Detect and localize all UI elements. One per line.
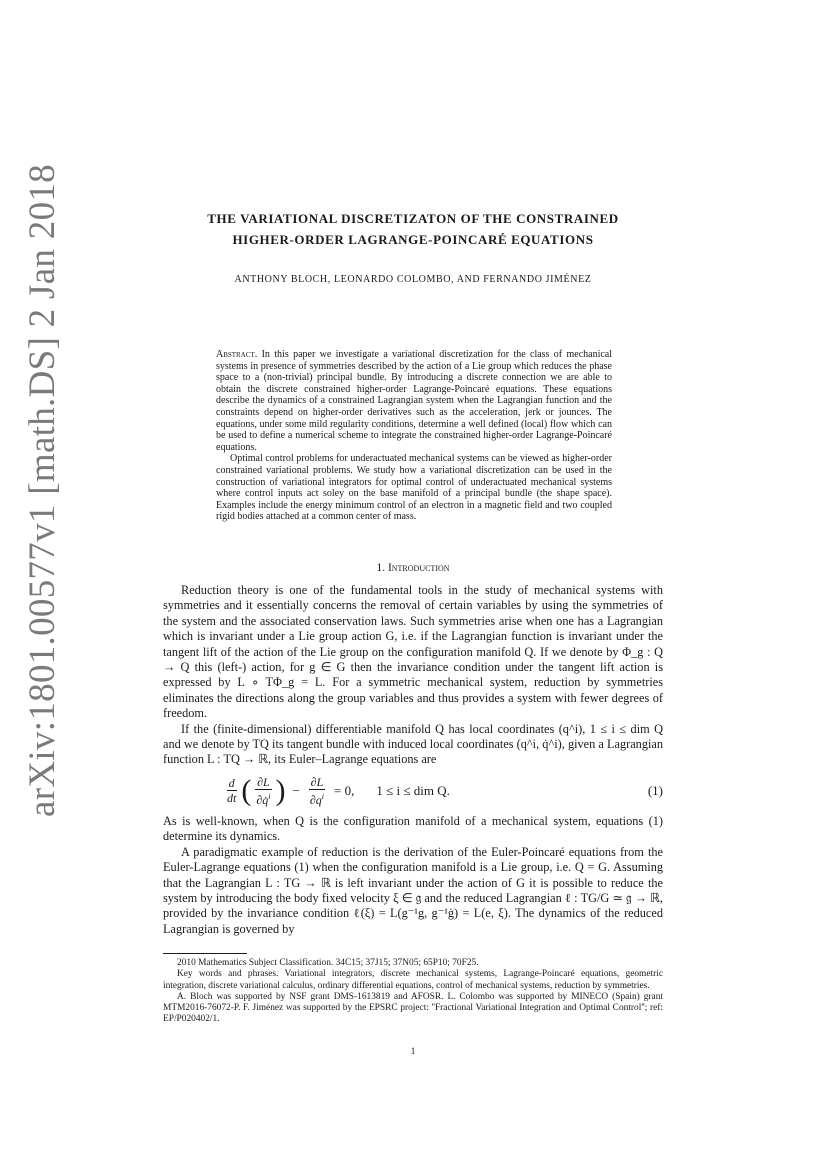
abstract-text-1: In this paper we investigate a variational discretization for the class of mechanical systems in presence of symmetries described by the action of a Lie group which reduces the phase space to a (non-trivial) principal bundle. By introducing a discrete connection we are able to obtain the discrete constrained higher-order Lagrange-Poincaré equations. These equations describe the dynamics of a constrained Lagrangian system when the Lagrangian function and the constraints depend on higher-order derivatives such as the acceleration, jerk or jounces. The equations, under some mild regularity conditions, determine a well defined (local) flow which can be used to define a numerical scheme to integrate the constrained higher-order Lagrange-Poincaré equations.: [216, 349, 613, 453]
section-title: Introduction: [387, 562, 450, 574]
body-paragraph-4: A paradigmatic example of reduction is the derivation of the Euler-Poincaré equations from the Euler-Lagrange equations (1) when the configuration manifold is a Lie group, i.e. Q = G. Assuming that the Lagrangian L : TG → ℝ is left invariant under the action of G it is possible to reduce the system by introducing the body fixed velocity ξ ∈ 𝔤 and the reduced Lagrangian ℓ : TG/G ≃ 𝔤 → ℝ, provided by the invariance condition ℓ(ξ) = L(g⁻¹g, g⁻¹ġ) = L(e, ξ). The dynamics of the reduced Lagrangian is governed by: [163, 844, 663, 936]
equation-rest: = 0,: [334, 783, 355, 799]
section-number: 1.: [376, 562, 386, 574]
arxiv-stamp: [14, 163, 70, 817]
page-number: 1: [410, 1047, 416, 1057]
body-paragraph-3: As is well-known, when Q is the configuration manifold of a mechanical system, equations (1) determine its dynamics.: [163, 813, 663, 844]
arxiv-id: arXiv:1801.00577v1 [math.DS] 2 Jan 2018: [21, 163, 63, 817]
title-line-2: HIGHER-ORDER LAGRANGE-POINCARÉ EQUATIONS: [232, 232, 594, 247]
footnote-keywords: Key words and phrases. Variational integrators, discrete mechanical systems, Lagrange-Poincaré equations, geometric integration, discrete variational calculus, ordinary differential equations, control of mechanical systems, reduction by symmetries.: [163, 969, 663, 991]
footnote-rule: [163, 953, 247, 954]
title-line-1: THE VARIATIONAL DISCRETIZATON OF THE CONSTRAINED: [207, 211, 619, 226]
body-text: [163, 583, 663, 937]
equation-number: (1): [647, 782, 663, 798]
fraction-dL-dq: $\frac{\partial L}{\partial q^i}$: [309, 774, 325, 807]
equation-body: $\frac{d}{dt}$ ( $\frac{\partial L}{\partial q̇^i}$ ) − $\frac{\partial L}{\partial q^i}$ = 0, 1 ≤ i ≤ dim Q.: [227, 773, 450, 807]
equation-1: [163, 768, 663, 814]
abstract: [216, 349, 612, 523]
footnote-funding: A. Bloch was supported by NSF grant DMS-1613819 and AFOSR. L. Colombo was supported by MINECO (Spain) grant MTM2016-76072-P. F. Jiménez was supported by the EPSRC project: ''Fractional Variational Integration and Optimal Control''; ref: EP/P020402/1.: [163, 991, 663, 1025]
paper-title: [163, 208, 663, 250]
authors: ANTHONY BLOCH, LEONARDO COLOMBO, AND FERNANDO JIMÉNEZ: [234, 274, 592, 285]
body-paragraph-2: If the (finite-dimensional) differentiable manifold Q has local coordinates (q^i), 1 ≤ i ≤ dim Q and we denote by TQ its tangent bundle with induced local coordinates (q^i, q̇^i), given a Lagrangian function L : TQ → ℝ, its Euler–Lagrange equations are: [163, 721, 663, 767]
section-heading: [163, 562, 663, 574]
abstract-label: Abstract.: [216, 349, 258, 360]
fraction-dL-dqdot: $\frac{\partial L}{\partial q̇^i}$: [256, 774, 271, 807]
footnotes: [163, 958, 663, 1026]
body-paragraph-1: Reduction theory is one of the fundamental tools in the study of mechanical systems with symmetries and it essentially concerns the removal of certain variables by using the symmetries of the system and the associated conservation laws. Such symmetries arise when one has a Lagrangian which is invariant under a Lie group action G, i.e. if the Lagrangian function is invariant under the tangent lift of the action of the Lie group on the configuration manifold Q. If we denote by Φ_g : Q → Q this (left-) action, for g ∈ G then the invariance condition under the tangent lift action is expressed by L ∘ TΦ_g = L. For a symmetric mechanical system, reduction by symmetries eliminates the directions along the group variables and thus provides a system with fewer degrees of freedom.: [163, 583, 663, 721]
abstract-paragraph-2: Optimal control problems for underactuated mechanical systems can be viewed as higher-order constrained variational problems. We study how a variational discretization can be used in the construction of variational integrators for optimal control of underactuated mechanical systems where control inputs act soley on the base manifold of a principal bundle (the shape space). Examples include the energy minimum control of an electron in a magnetic field and two coupled rigid bodies attached at a common center of mass.: [216, 453, 612, 523]
abstract-paragraph-1: [216, 349, 612, 453]
footnote-msc: 2010 Mathematics Subject Classification. 34C15; 37J15; 37N05; 65P10; 70F25.: [177, 958, 479, 968]
equation-range: 1 ≤ i ≤ dim Q.: [376, 783, 450, 799]
fraction-d-dt: $\frac{d}{dt}$: [227, 776, 237, 806]
